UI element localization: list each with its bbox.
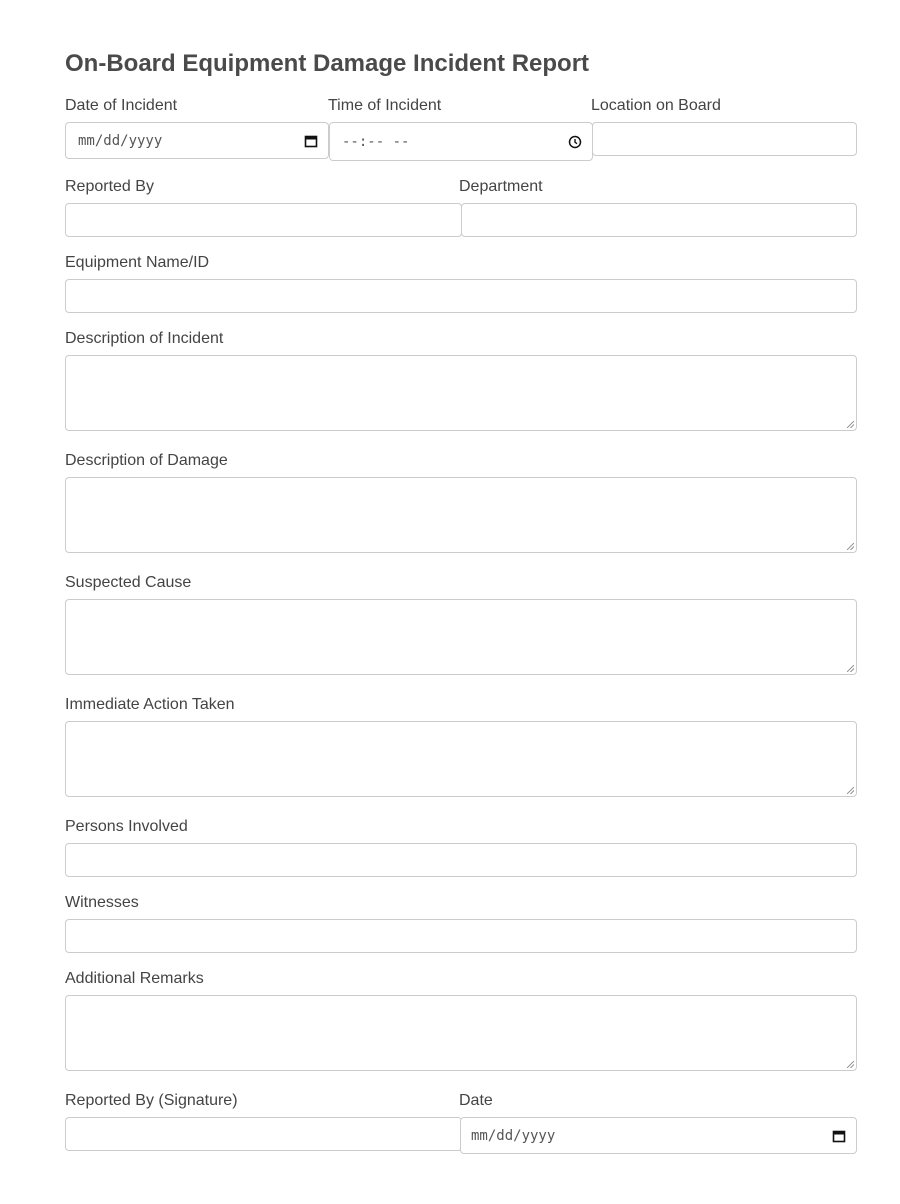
date-of-incident-label: Date of Incident	[65, 97, 178, 114]
equipment-label: Equipment Name/ID	[65, 254, 210, 271]
persons-involved-input[interactable]	[65, 843, 857, 877]
witnesses-label: Witnesses	[65, 894, 139, 911]
time-of-incident-label: Time of Incident	[328, 97, 442, 114]
description-incident-label: Description of Incident	[65, 330, 224, 347]
immediate-action-label: Immediate Action Taken	[65, 696, 235, 713]
description-damage-label: Description of Damage	[65, 452, 228, 469]
calendar-icon[interactable]	[832, 1129, 846, 1143]
location-label: Location on Board	[591, 97, 721, 114]
date-placeholder: mm/dd/yyyy	[78, 132, 163, 149]
additional-remarks-textarea[interactable]	[65, 995, 857, 1071]
time-of-incident-input[interactable]	[329, 122, 593, 161]
department-label: Department	[459, 178, 543, 195]
department-input[interactable]	[461, 203, 857, 237]
date-input[interactable]	[460, 1117, 857, 1154]
reported-by-label: Reported By	[65, 178, 154, 195]
date-placeholder: mm/dd/yyyy	[471, 1127, 556, 1144]
persons-involved-label: Persons Involved	[65, 818, 188, 835]
suspected-cause-textarea[interactable]	[65, 599, 857, 675]
additional-remarks-label: Additional Remarks	[65, 970, 204, 987]
page-title: On-Board Equipment Damage Incident Report	[65, 50, 590, 77]
date-label: Date	[459, 1092, 493, 1109]
immediate-action-textarea[interactable]	[65, 721, 857, 797]
location-input[interactable]	[592, 122, 857, 156]
time-placeholder: --:-- --	[342, 133, 410, 150]
equipment-input[interactable]	[65, 279, 857, 313]
suspected-cause-label: Suspected Cause	[65, 574, 192, 591]
clock-icon[interactable]	[568, 135, 582, 149]
date-of-incident-input[interactable]	[65, 122, 329, 159]
signature-label: Reported By (Signature)	[65, 1092, 238, 1109]
description-incident-textarea[interactable]	[65, 355, 857, 431]
reported-by-input[interactable]	[65, 203, 462, 237]
signature-input[interactable]	[65, 1117, 462, 1151]
witnesses-input[interactable]	[65, 919, 857, 953]
calendar-icon[interactable]	[304, 134, 318, 148]
description-damage-textarea[interactable]	[65, 477, 857, 553]
